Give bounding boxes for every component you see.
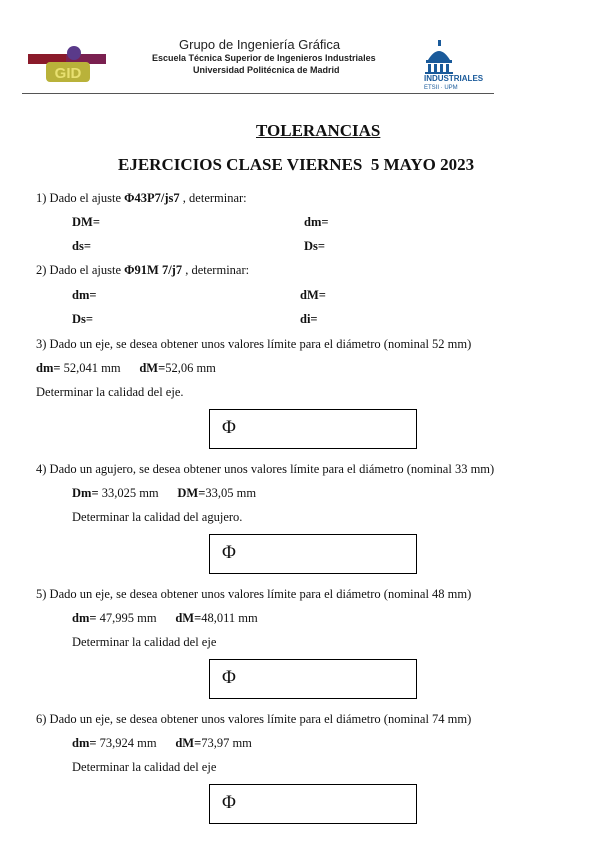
industriales-logo <box>420 36 498 92</box>
diameter-symbol: Φ <box>222 417 236 438</box>
exercise-1-field-dm: dm= <box>304 215 329 229</box>
group-name: Grupo de Ingeniería Gráfica <box>179 37 341 52</box>
exercise-1-field-Ds: Ds= <box>304 239 326 253</box>
exercise-5-answer-box[interactable] <box>209 659 417 699</box>
exercise-6-statement: 6) Dado un eje, se desea obtener unos valores límite para el diámetro (nominal 74 mm) <box>36 712 472 726</box>
exercise-1-field-DM: DM= <box>72 215 100 229</box>
exercise-5-values: dm= 47,995 mm dM=48,011 mm <box>72 611 258 625</box>
exercise-4-values: Dm= 33,025 mm DM=33,05 mm <box>72 486 257 500</box>
exercise-6-values: dm= 73,924 mm dM=73,97 mm <box>72 736 252 750</box>
page-subtitle: EJERCICIOS CLASE VIERNES 5 MAYO 2023 <box>118 155 475 174</box>
exercise-1-statement: 1) Dado el ajuste Φ43P7/js7 , determinar: <box>36 191 247 205</box>
industriales-logo-sub: ETSII · UPM <box>424 85 458 91</box>
exercise-4-answer-box[interactable] <box>209 534 417 574</box>
exercise-1-field-ds: ds= <box>72 239 91 253</box>
header-divider <box>22 93 494 94</box>
exercise-3-task: Determinar la calidad del eje. <box>36 385 184 399</box>
page-title: TOLERANCIAS <box>256 121 381 140</box>
exercise-2-field-di: di= <box>300 312 318 326</box>
exercise-5-statement: 5) Dado un eje, se desea obtener unos valores límite para el diámetro (nominal 48 mm) <box>36 587 472 601</box>
exercise-2-field-Ds: Ds= <box>72 312 94 326</box>
exercise-3-values: dm= 52,041 mm dM=52,06 mm <box>36 361 216 375</box>
gid-logo <box>26 42 116 84</box>
exercise-2-fit: Φ91M 7/j7 <box>124 263 183 277</box>
school-name: Escuela Técnica Superior de Ingenieros Industriales <box>152 53 376 63</box>
diameter-symbol: Φ <box>222 792 236 813</box>
exercise-1-fit: Φ43P7/js7 <box>124 191 180 205</box>
exercise-2-field-dM: dM= <box>300 288 326 302</box>
exercise-3-answer-box[interactable] <box>209 409 417 449</box>
exercise-2-statement: 2) Dado el ajuste Φ91M 7/j7 , determinar: <box>36 263 250 277</box>
exercise-5-task: Determinar la calidad del eje <box>72 635 217 649</box>
university-name: Universidad Politécnica de Madrid <box>193 65 340 75</box>
exercise-6-task: Determinar la calidad del eje <box>72 760 217 774</box>
industriales-logo-text: INDUSTRIALES <box>424 74 484 83</box>
diameter-symbol: Φ <box>222 542 236 563</box>
exercise-2-field-dm: dm= <box>72 288 97 302</box>
gid-logo-text: GID <box>54 65 82 82</box>
exercise-4-task: Determinar la calidad del agujero. <box>72 510 243 524</box>
exercise-6-answer-box[interactable] <box>209 784 417 824</box>
exercise-4-statement: 4) Dado un agujero, se desea obtener unos valores límite para el diámetro (nominal 33 mm) <box>36 462 495 476</box>
diameter-symbol: Φ <box>222 667 236 688</box>
exercise-3-statement: 3) Dado un eje, se desea obtener unos valores límite para el diámetro (nominal 52 mm) <box>36 337 472 351</box>
